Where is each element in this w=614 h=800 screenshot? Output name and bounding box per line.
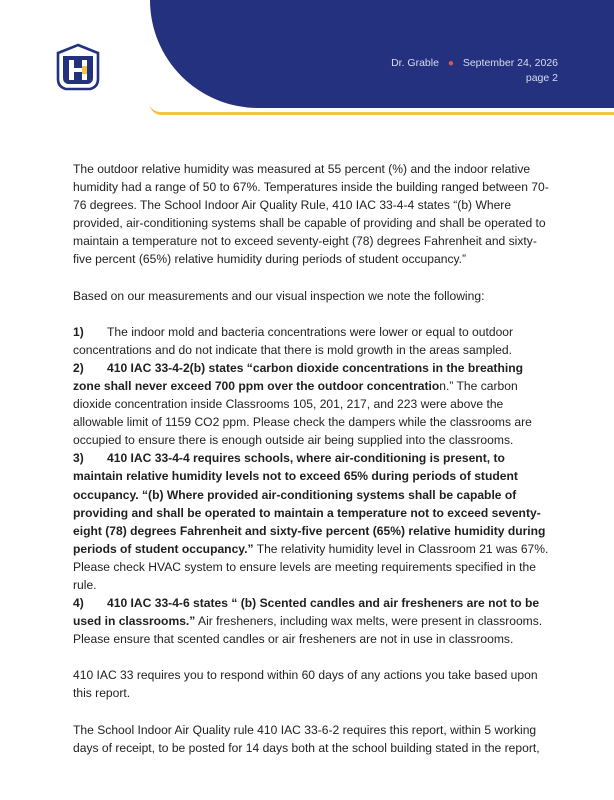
list-item-3 [73, 449, 549, 594]
document-body [73, 160, 549, 757]
item-text: Air fresheners, including wax melts, were present in classrooms. Please ensure that scented candles or air fresheners are not in use in classrooms. [73, 614, 543, 647]
paragraph-response: 410 IAC 33 requires you to respond within 60 days of any actions you take based upon this report. [73, 668, 538, 701]
item-number: 4) [73, 596, 84, 611]
item-number: 2) [73, 360, 84, 375]
item-bold-text: 410 IAC 33-4-4 requires schools, where air-conditioning is present, to maintain relative humidity levels not to exceed 65% during periods of student occupancy. “(b) Where provided air-conditioning systems shall be capable of providing and shall be operated to maintain a temperature not to exceed seventy-eight (78) degrees Fahrenheit and sixty-five percent (65%) relative humidity during periods of student occupancy.” [73, 451, 546, 556]
list-item-4 [73, 594, 549, 648]
item-bold-text: 410 IAC 33-4-2(b) states “carbon dioxide concentrations in the breathing zone shall never exceed 700 ppm over the outdoor concentratio [73, 360, 523, 393]
page-number: page 2 [525, 72, 558, 84]
author-name: Dr. Grable [391, 57, 439, 69]
list-item-1 [73, 323, 549, 359]
header-meta [391, 56, 558, 86]
header-accent-stripe [150, 104, 614, 115]
list-item-2 [73, 359, 549, 449]
item-text: n.” The carbon dioxide concentration inside Classrooms 105, 201, 217, and 223 were above the allowable limit of 1159 CO2 ppm. Please check the dampers while the classrooms are occupied to ensure there is enough outside air being supplied into the classrooms. [73, 378, 532, 448]
item-bold-text: 410 IAC 33-4-6 states “ (b) Scented candles and air fresheners are not to be used in classrooms.” [73, 596, 540, 629]
item-text: The relativity humidity level in Classroom 21 was 67%. Please check HVAC system to ensure levels are meeting requirements specified in the rule. [73, 541, 549, 592]
header-band [150, 0, 614, 108]
report-date: September 24, 2026 [462, 57, 558, 69]
item-text: The indoor mold and bacteria concentrations were lower or equal to outdoor concentrations and do not indicate that there is mold growth in the areas sampled. [73, 324, 514, 357]
item-number: 3) [73, 451, 84, 466]
paragraph-humidity: The outdoor relative humidity was measured at 55 percent (%) and the indoor relative humidity had a range of 50 to 67%. Temperatures inside the building ranged between 70-76 degrees. The School Indoor Air Quality Rule, 410 IAC 33-4-4 states “(b) Where provided, air-conditioning systems shall be capable of providing and shall be operated to maintain a temperature not to exceed seventy-eight (78) degrees Fahrenheit and sixty-five percent (65%) relative humidity during periods of student occupancy.” [73, 162, 549, 267]
paragraph-intro: Based on our measurements and our visual inspection we note the following: [73, 288, 485, 303]
shield-logo-icon [54, 43, 102, 91]
item-number: 1) [73, 324, 84, 339]
bullet-dot-icon: ● [447, 58, 454, 69]
paragraph-posting: The School Indoor Air Quality rule 410 IAC 33-6-2 requires this report, within 5 working days of receipt, to be posted for 14 days both at the school building stated in the report, [73, 722, 540, 755]
